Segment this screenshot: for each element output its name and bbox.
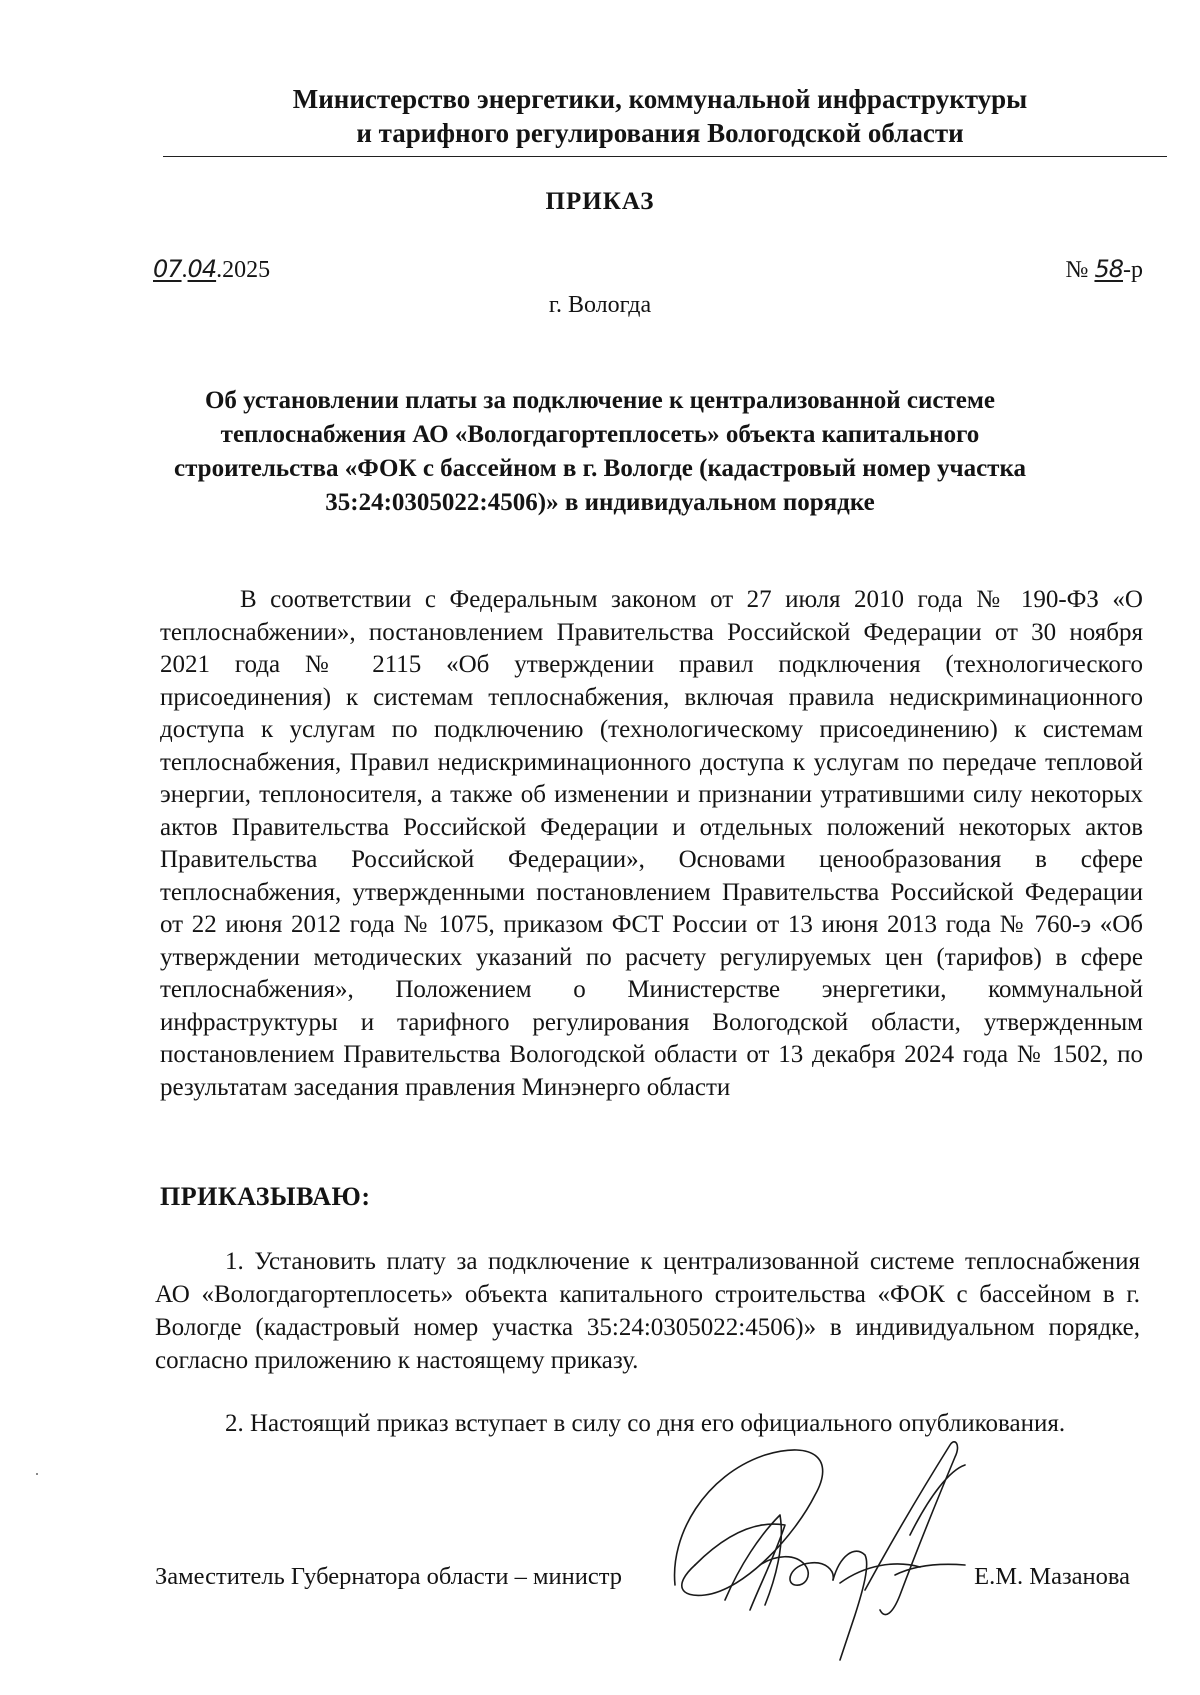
order-item-1: 1. Установить плату за подключение к централизованной системе теплоснабжения АО «Вологдагортеплосеть» объекта капитального строительства «ФОК с бассейном в г. Вологде (кадастровый номер участка 35:24:0305022:4506)» в индивидуальном порядке, согласно приложению к настоящему приказу. xyxy=(155,1248,1140,1374)
order-number-prefix: № xyxy=(1065,257,1089,283)
handwritten-signature xyxy=(665,1415,1045,1665)
preamble-paragraph: В соответствии с Федеральным законом от 27 июля 2010 года № 190-ФЗ «О теплоснабжении», постановлением Правительства Российской Федерации от 30 ноября 2021 года № 2115 «Об утверждении правил подключения (технологического присоединения) к системам теплоснабжения, включая правила недискриминационного доступа к услугам по подключению (технологическому присоединению) к системам теплоснабжения, Правил недискриминационного доступа к услугам по передаче тепловой энергии, теплоносителя, а также об изменении и признании утратившими силу некоторых актов Правительства Российской Федерации и отдельных положений некоторых актов Правительства Российской Федерации», Основами ценообразования в сфере теплоснабжения, утвержденными постановлением Правительства Российской Федерации от 22 июня 2012 года № 1075, приказом ФСТ России от 13 июня 2013 года № 760-э «Об утверждении методических указаний по расчету регулируемых цен (тарифов) в сфере теплоснабжения», Положением о Министерстве энергетики, коммунальной инфраструктуры и тарифного регулирования Вологодской области, утвержденным постановлением Правительства Вологодской области от 13 декабря 2024 года № 1502, по результатам заседания правления Минэнерго области xyxy=(160,586,1143,1101)
ministry-line-1: Министерство энергетики, коммунальной инфраструктуры xyxy=(292,84,1028,114)
command-heading: ПРИКАЗЫВАЮ: xyxy=(160,1182,371,1211)
order-number-suffix: -р xyxy=(1123,257,1143,283)
ministry-header xyxy=(160,82,1160,150)
signer-position: Заместитель Губернатора области – министр xyxy=(155,1563,622,1590)
order-date-year: 2025 xyxy=(222,257,271,283)
order-number-value: 58 xyxy=(1094,255,1123,283)
signer-name: Е.М. Мазанова xyxy=(974,1563,1130,1590)
scan-artifact xyxy=(36,1473,38,1475)
order-date-day: 07 xyxy=(153,255,182,283)
ministry-line-2: и тарифного регулирования Вологодской области xyxy=(356,118,964,148)
header-divider xyxy=(163,156,1167,157)
order-title: ПРИКАЗ xyxy=(545,188,655,215)
order-date: 07.04.2025 xyxy=(153,255,271,283)
order-subject: Об установлении платы за подключение к централизованной системе теплоснабжения АО «Вологдагортеплосеть» объекта капитального строительства «ФОК с бассейном в г. Вологде (кадастровый номер участка 35:24:0305022:4506)» в индивидуальном порядке xyxy=(174,387,1026,516)
order-number xyxy=(1066,255,1143,284)
order-date-month: 04 xyxy=(187,255,217,283)
order-item-2: 2. Настоящий приказ вступает в силу со дня его официального опубликования. xyxy=(225,1410,1066,1437)
order-city: г. Вологда xyxy=(548,292,652,318)
